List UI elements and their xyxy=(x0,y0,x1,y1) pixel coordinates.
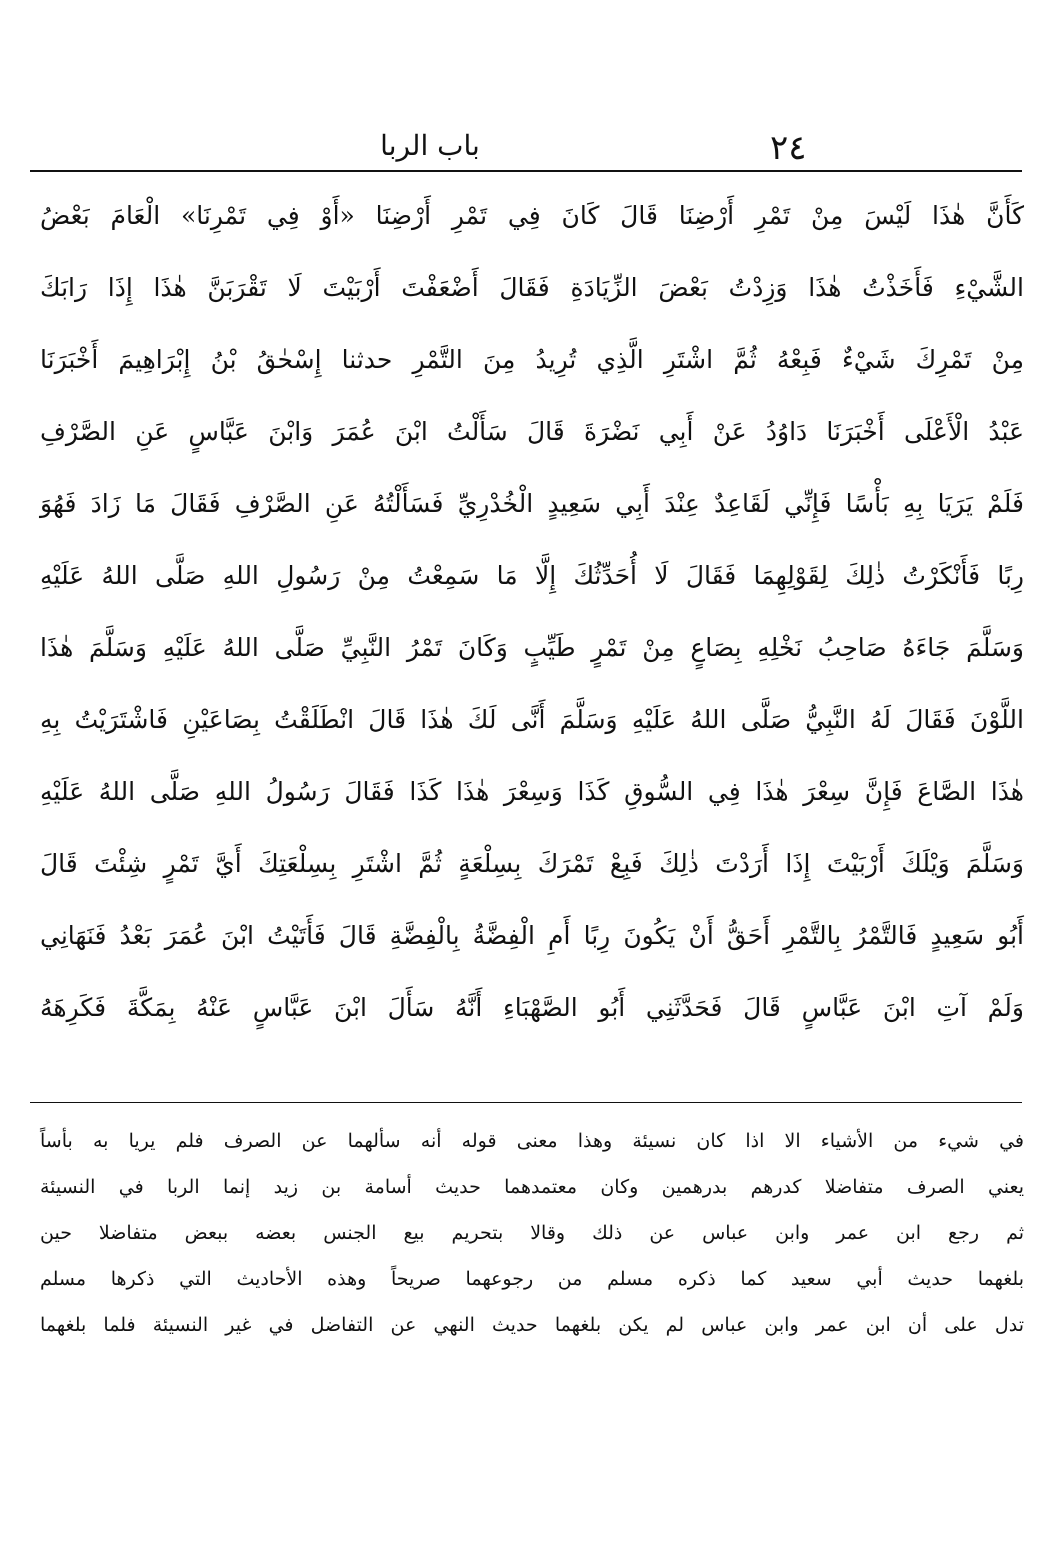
text-line: عَبْدُ الْأَعْلَى أَخْبَرَنَا دَاوُدُ عَنْ أَبِي نَضْرَةَ قَالَ سَأَلْتُ ابْنَ عُمَرَ وَابْنَ عَبَّاسٍ عَنِ الصَّرْفِ xyxy=(40,417,1024,446)
text-line: وَسَلَّمَ جَاءَهُ صَاحِبُ نَخْلِهِ بِصَاعٍ مِنْ تَمْرٍ طَيِّبٍ وَكَانَ تَمْرُ النَّبِيِّ صَلَّى اللهُ عَلَيْهِ وَسَلَّمَ هٰذَا xyxy=(40,633,1024,662)
text-line: هٰذَا الصَّاعَ فَإِنَّ سِعْرَ هٰذَا فِي السُّوقِ كَذَا وَسِعْرَ هٰذَا كَذَا فَقَالَ رَسُولُ اللهِ صَلَّى اللهُ عَلَيْهِ xyxy=(40,777,1024,806)
footnotes xyxy=(40,1118,1024,1348)
footnote-line: تدل على أن ابن عمر وابن عباس لم يكن بلغهما حديث النهي عن التفاضل في غير النسيئة فلما بلغهما xyxy=(40,1314,1024,1336)
text-line: أَبُو سَعِيدٍ فَالتَّمْرُ بِالتَّمْرِ أَحَقُّ أَنْ يَكُونَ رِبًا أَمِ الْفِضَّةُ بِالْفِضَّةِ قَالَ فَأَتَيْتُ ابْنَ عُمَرَ بَعْدُ فَنَهَانِي xyxy=(40,921,1024,950)
text-line: الشَّيْءِ فَأَخَذْتُ هٰذَا وَزِدْتُ بَعْضَ الزِّيَادَةِ فَقَالَ أَضْعَفْتَ أَرْبَيْتَ لَا تَقْرَبَنَّ هٰذَا إِذَا رَابَكَ xyxy=(40,273,1024,302)
footnote-line: بلغهما حديث أبي سعيد كما ذكره مسلم من رجوعهما صريحاً وهذه الأحاديث التي ذكرها مسلم xyxy=(40,1268,1024,1290)
text-line: فَلَمْ يَرَيَا بِهِ بَأْسًا فَإِنِّي لَقَاعِدٌ عِنْدَ أَبِي سَعِيدٍ الْخُدْرِيِّ فَسَأَلْتُهُ عَنِ الصَّرْفِ فَقَالَ مَا زَادَ فَهُوَ xyxy=(40,489,1024,518)
text-line: رِبًا فَأَنْكَرْتُ ذٰلِكَ لِقَوْلِهِمَا فَقَالَ لَا أُحَدِّثُكَ إِلَّا مَا سَمِعْتُ مِنْ رَسُولِ اللهِ صَلَّى اللهُ عَلَيْهِ xyxy=(40,561,1024,590)
footnote-line: ثم رجع ابن عمر وابن عباس عن ذلك وقالا بتحريم بيع الجنس بعضه ببعض متفاضلا حين xyxy=(40,1222,1024,1244)
text-line: مِنْ تَمْرِكَ شَيْءٌ فَبِعْهُ ثُمَّ اشْتَرِ الَّذِي تُرِيدُ مِنَ التَّمْرِ حدثنا إِسْحٰقُ بْنُ إِبْرَاهِيمَ أَخْبَرَنَا xyxy=(40,345,1024,374)
main-text xyxy=(40,180,1024,1044)
text-line: وَلَمْ آتِ ابْنَ عَبَّاسٍ قَالَ فَحَدَّثَنِي أَبُو الصَّهْبَاءِ أَنَّهُ سَأَلَ ابْنَ عَبَّاسٍ عَنْهُ بِمَكَّةَ فَكَرِهَهُ xyxy=(40,993,1024,1022)
footnote-line: في شيء من الأشياء الا اذا كان نسيئة وهذا معنى قوله أنه سألهما عن الصرف فلم يريا به بأساً xyxy=(40,1130,1024,1152)
text-line: وَسَلَّمَ وَيْلَكَ أَرْبَيْتَ إِذَا أَرَدْتَ ذٰلِكَ فَبِعْ تَمْرَكَ بِسِلْعَةٍ ثُمَّ اشْتَرِ بِسِلْعَتِكَ أَيَّ تَمْرٍ شِئْتَ قَالَ xyxy=(40,849,1024,878)
footnote-line: يعني الصرف متفاضلا كدرهم بدرهمين وكان معتمدهما حديث أسامة بن زيد إنما الربا في النسيئة xyxy=(40,1176,1024,1198)
chapter-title: باب الربا xyxy=(380,129,480,162)
text-line: اللَّوْنَ فَقَالَ لَهُ النَّبِيُّ صَلَّى اللهُ عَلَيْهِ وَسَلَّمَ أَنَّى لَكَ هٰذَا قَالَ انْطَلَقْتُ بِصَاعَيْنِ فَاشْتَرَيْتُ بِهِ xyxy=(40,705,1024,734)
text-line: كَأَنَّ هٰذَا لَيْسَ مِنْ تَمْرِ أَرْضِنَا قَالَ كَانَ فِي تَمْرِ أَرْضِنَا «أَوْ فِي تَمْرِنَا» الْعَامَ بَعْضُ xyxy=(40,201,1024,230)
page-number: ٢٤ xyxy=(770,128,807,168)
header-divider xyxy=(30,170,1022,172)
footnote-divider xyxy=(30,1102,1022,1103)
page-header xyxy=(30,120,1022,170)
